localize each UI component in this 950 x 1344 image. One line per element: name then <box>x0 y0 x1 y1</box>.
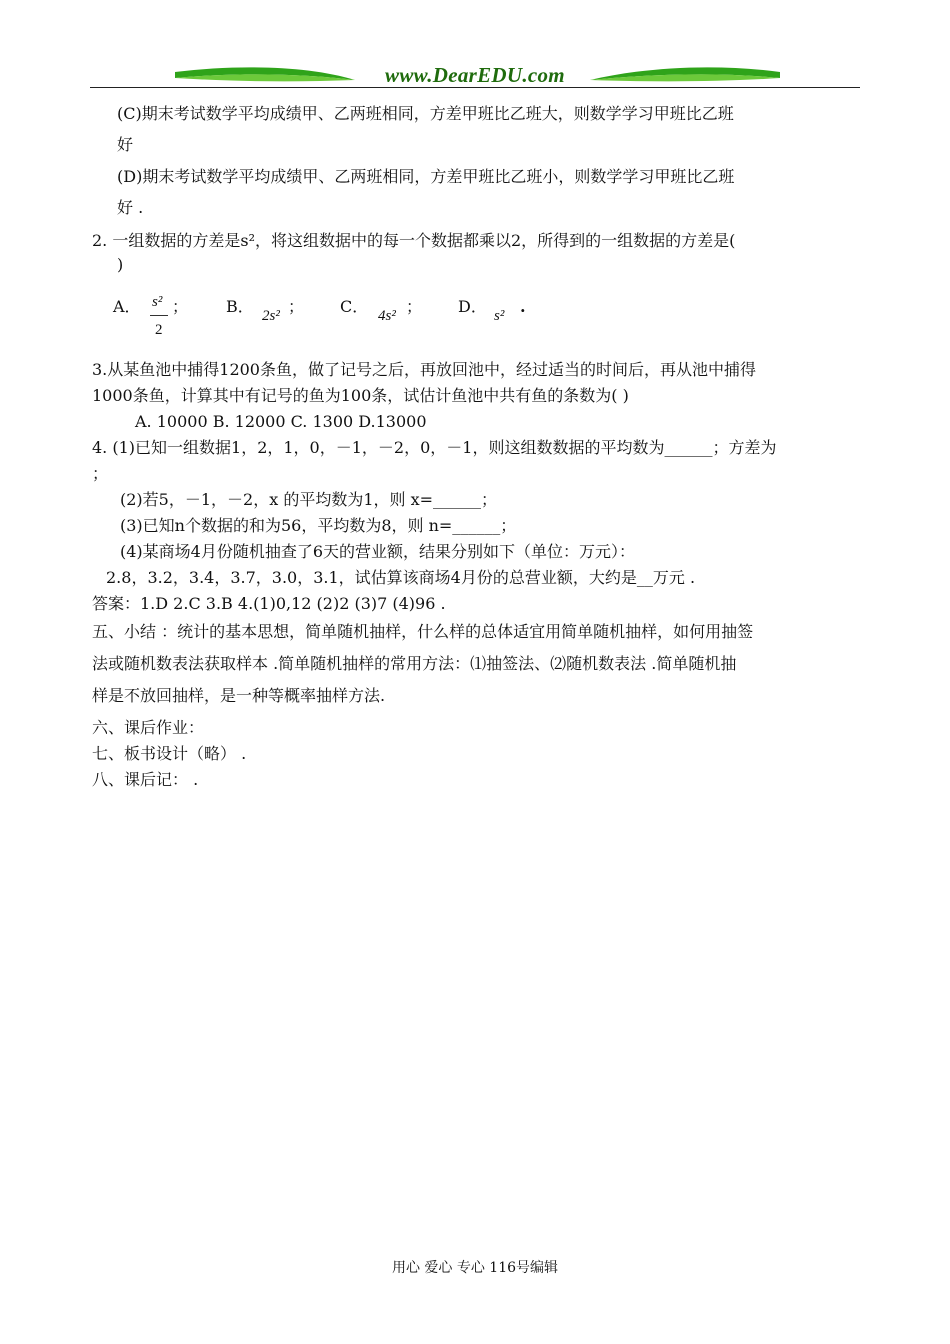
text-line: 法或随机数表法获取样本 .简单随机抽样的常用方法：⑴抽签法、⑵随机数表法 .简单随机抽 <box>92 654 737 673</box>
text-line: 4. (1)已知一组数据1，2，1，0，－1，－2，0，－1，则这组数数据的平均数为______；方差为 <box>92 438 777 457</box>
option-b-label: B． <box>226 297 254 316</box>
text-line: 答案：1.D 2.C 3.B 4.(1)0,12 (2)2 (3)7 (4)96 . <box>92 594 446 613</box>
option-c-separator: ； <box>406 297 423 316</box>
text-line: 八、课后记： . <box>92 770 199 789</box>
text-line: 七、板书设计（略） . <box>92 744 247 763</box>
header-rule <box>90 87 860 88</box>
text-line: 1000条鱼，计算其中有记号的鱼为100条，试估计鱼池中共有鱼的条数为( ) <box>92 386 629 405</box>
text-line: 2.8，3.2，3.4，3.7，3.0，3.1，试估算该商场4月份的总营业额，大约是__万元 . <box>106 568 696 587</box>
text-line: ) <box>117 255 124 274</box>
option-a-label: A． <box>113 297 141 316</box>
text-line: 好 . <box>117 198 144 217</box>
text-line: ； <box>92 464 109 483</box>
site-header <box>90 60 860 90</box>
page-footer: 用心 爱心 专心 116号编辑 <box>391 1260 559 1276</box>
option-d-value: s² <box>494 308 505 324</box>
option-a-separator: ； <box>172 297 189 316</box>
site-logo-text: www.DearEDU.com <box>385 63 565 87</box>
text-line: 五、小结 ：统计的基本思想，简单随机抽样，什么样的总体适宜用简单随机抽样，如何用抽签 <box>92 622 754 641</box>
text-line: A. 10000 B. 12000 C. 1300 D.13000 <box>135 412 427 431</box>
text-line: 样是不放回抽样，是一种等概率抽样方法. <box>92 686 386 705</box>
text-line: 2. 一组数据的方差是s²，将这组数据中的每一个数据都乘以2，所得到的一组数据的方差是( <box>92 231 736 250</box>
text-line: 六、课后作业： <box>92 718 205 737</box>
option-a-numerator: s² <box>152 294 163 310</box>
text-line: (4)某商场4月份随机抽查了6天的营业额，结果分别如下（单位：万元）： <box>120 542 636 561</box>
text-line: (3)已知n个数据的和为56，平均数为8，则 n=______； <box>120 516 517 535</box>
option-d-end: . <box>520 297 526 316</box>
text-line: (C)期末考试数学平均成绩甲、乙两班相同，方差甲班比乙班大，则数学学习甲班比乙班 <box>117 104 734 123</box>
option-d-label: D． <box>458 297 487 316</box>
text-line: 好 <box>117 135 134 154</box>
option-c-value: 4s² <box>378 308 396 324</box>
text-line: (2)若5，－1，－2，x 的平均数为1，则 x=______； <box>120 490 498 509</box>
text-line: (D)期末考试数学平均成绩甲、乙两班相同，方差甲班比乙班小，则数学学习甲班比乙班 <box>117 167 735 186</box>
option-b-value: 2s² <box>262 308 280 324</box>
text-line: 3.从某鱼池中捕得1200条鱼，做了记号之后，再放回池中，经过适当的时间后，再从池中捕得 <box>92 360 756 379</box>
option-a-fraction-bar <box>150 315 168 316</box>
option-b-separator: ； <box>288 297 305 316</box>
option-c-label: C． <box>340 297 369 316</box>
option-a-denominator: 2 <box>155 322 163 338</box>
